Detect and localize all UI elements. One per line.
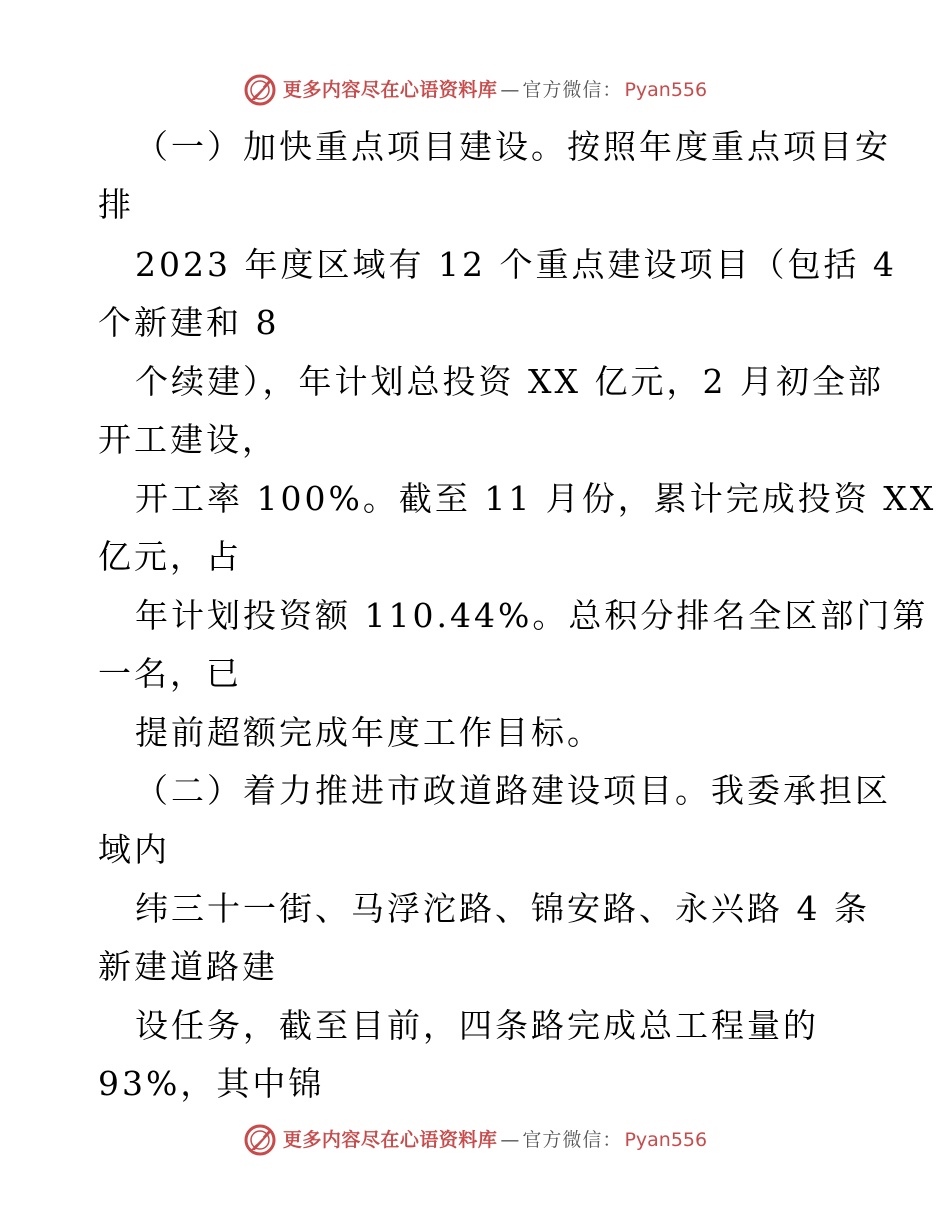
text-line: （一）加快重点项目建设。按照年度重点项目安 xyxy=(135,127,891,166)
watermark-id: Pyan556 xyxy=(624,78,708,101)
text-line: 93%，其中锦 xyxy=(98,1064,325,1103)
text-line: 设任务，截至目前，四条路完成总工程量的 xyxy=(135,1006,819,1045)
watermark-label: 官方微信： xyxy=(522,78,623,101)
text-line: 个续建），年计划总投资 XX 亿元，2 月初全部 xyxy=(135,362,884,401)
text-line: 开工率 100%。截至 11 月份，累计完成投资 XX xyxy=(135,479,937,518)
text-line: 提前超额完成年度工作目标。 xyxy=(135,713,603,752)
header-watermark xyxy=(0,70,950,110)
watermark-main: 更多内容尽在心语资料库 xyxy=(282,1128,498,1151)
text-line: 年计划投资额 110.44%。总积分排名全区部门第 xyxy=(135,596,929,635)
watermark-separator: — xyxy=(500,78,520,101)
text-line: （二）着力推进市政道路建设项目。我委承担区 xyxy=(135,771,891,810)
text-line: 新建道路建 xyxy=(98,947,278,986)
text-line: 个新建和 8 xyxy=(98,303,280,342)
text-line: 2023 年度区域有 12 个重点建设项目（包括 4 xyxy=(135,245,897,284)
watermark-id: Pyan556 xyxy=(624,1128,708,1151)
text-line: 一名，已 xyxy=(98,654,242,693)
footer-watermark xyxy=(0,1120,950,1160)
watermark-label: 官方微信： xyxy=(522,1128,623,1151)
text-line: 域内 xyxy=(98,830,170,869)
text-line: 纬三十一街、马浮沱路、锦安路、永兴路 4 条 xyxy=(135,889,870,928)
watermark-text xyxy=(282,1128,708,1151)
text-line: 亿元，占 xyxy=(98,537,242,576)
watermark-main: 更多内容尽在心语资料库 xyxy=(282,78,498,101)
quill-seal-icon xyxy=(243,73,277,107)
watermark-text xyxy=(282,78,708,101)
text-line: 开工建设， xyxy=(98,420,278,459)
quill-seal-icon xyxy=(243,1123,277,1157)
watermark-separator: — xyxy=(500,1128,520,1151)
text-line: 排 xyxy=(98,185,134,224)
